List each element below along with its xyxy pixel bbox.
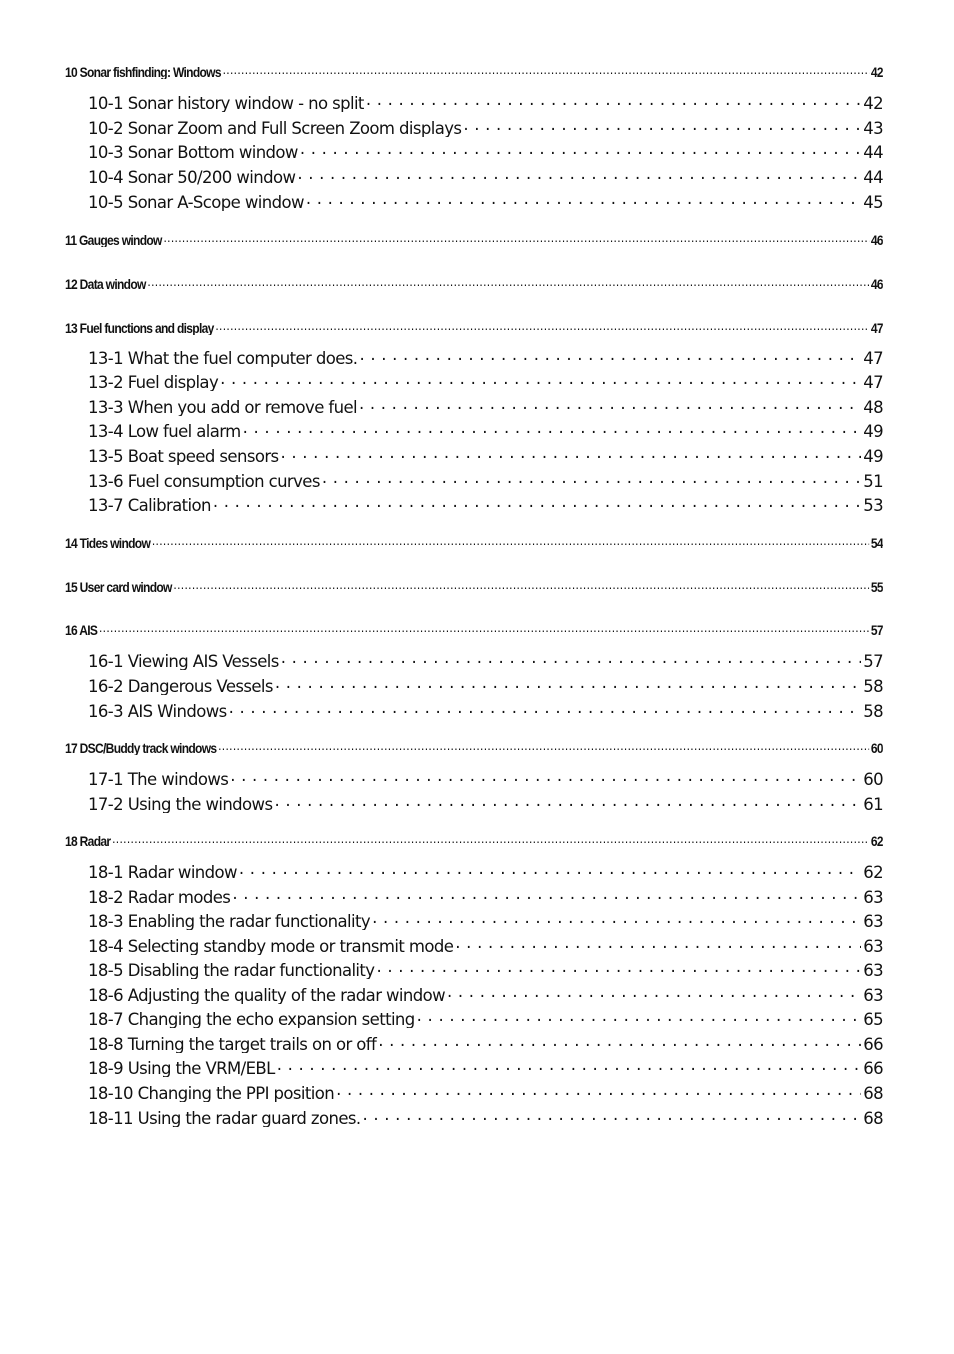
toc-entry-page: 60 bbox=[863, 769, 883, 788]
toc-entry-title: 13-6 Fuel consumption curves bbox=[88, 471, 320, 490]
toc-entry-page: 62 bbox=[870, 833, 883, 848]
toc-entry-title: 18-10 Changing the PPI position bbox=[88, 1083, 335, 1102]
dot-leader bbox=[220, 371, 861, 388]
toc-entry-page: 66 bbox=[863, 1034, 883, 1053]
dot-leader bbox=[275, 675, 861, 692]
toc-entry[interactable] bbox=[88, 347, 883, 367]
toc-entry-title: 13-3 When you add or remove fuel bbox=[88, 397, 358, 416]
toc-entry-title: 10-5 Sonar A-Scope window bbox=[88, 192, 304, 211]
toc-entry-title: 13-2 Fuel display bbox=[88, 372, 219, 391]
toc-entry[interactable] bbox=[88, 1033, 883, 1053]
dot-leader bbox=[277, 1057, 861, 1074]
toc-entry-page: 58 bbox=[863, 676, 883, 695]
toc-entry-page: 49 bbox=[863, 421, 883, 440]
dot-leader bbox=[243, 420, 862, 437]
toc-entry-page: 49 bbox=[863, 446, 883, 465]
dot-leader bbox=[281, 650, 861, 667]
toc-entry-page: 51 bbox=[863, 471, 883, 490]
toc-entry[interactable] bbox=[88, 861, 883, 881]
toc-entry-page: 47 bbox=[863, 348, 883, 367]
toc-entry[interactable] bbox=[65, 578, 883, 594]
toc-entry[interactable] bbox=[65, 319, 883, 335]
toc-entry-page: 53 bbox=[863, 495, 883, 514]
toc-entry-page: 47 bbox=[870, 320, 883, 335]
toc-entry[interactable] bbox=[88, 117, 883, 137]
dot-leader bbox=[215, 319, 869, 333]
toc-entry-title: 18-11 Using the radar guard zones. bbox=[88, 1108, 361, 1127]
toc-entry-title: 13-7 Calibration bbox=[88, 495, 211, 514]
dot-leader bbox=[229, 700, 862, 717]
dot-leader bbox=[306, 191, 861, 208]
toc-entry-title: 16-3 AIS Windows bbox=[88, 701, 227, 720]
dot-leader bbox=[297, 166, 861, 183]
toc-entry-title: 18-9 Using the VRM/EBL bbox=[88, 1058, 275, 1077]
toc-entry[interactable] bbox=[88, 984, 883, 1004]
toc-entry[interactable] bbox=[88, 396, 883, 416]
toc-entry-title: 13-5 Boat speed sensors bbox=[88, 446, 279, 465]
dot-leader bbox=[112, 832, 869, 846]
toc-entry-page: 63 bbox=[863, 887, 883, 906]
toc-entry-title: 18-4 Selecting standby mode or transmit mode bbox=[88, 936, 454, 955]
dot-leader bbox=[152, 534, 869, 548]
toc-entry-page: 54 bbox=[870, 535, 883, 550]
toc-entry-page: 44 bbox=[863, 142, 883, 161]
toc-entry[interactable] bbox=[88, 371, 883, 391]
toc-entry-title: 10-1 Sonar history window - no split bbox=[88, 93, 364, 112]
dot-leader bbox=[213, 494, 861, 511]
toc-entry-title: 18-8 Turning the target trails on or off bbox=[88, 1034, 377, 1053]
dot-leader bbox=[239, 861, 861, 878]
toc-entry-title: 18-7 Changing the echo expansion setting bbox=[88, 1009, 415, 1028]
toc-entry[interactable] bbox=[88, 675, 883, 695]
dot-leader bbox=[322, 470, 861, 487]
toc-entry-page: 58 bbox=[863, 701, 883, 720]
toc-entry-title: 13-4 Low fuel alarm bbox=[88, 421, 241, 440]
toc-entry-page: 63 bbox=[863, 960, 883, 979]
toc-entry-title: 17-1 The windows bbox=[88, 769, 229, 788]
toc-entry-page: 65 bbox=[863, 1009, 883, 1028]
toc-entry-page: 57 bbox=[863, 651, 883, 670]
dot-leader bbox=[300, 141, 861, 158]
toc-entry-page: 60 bbox=[870, 740, 883, 755]
toc-entry-page: 46 bbox=[870, 276, 883, 291]
toc-entry-title: 18-2 Radar modes bbox=[88, 887, 231, 906]
toc-entry[interactable] bbox=[65, 275, 883, 291]
toc-entry[interactable] bbox=[88, 92, 883, 112]
toc-entry-title: 16-1 Viewing AIS Vessels bbox=[88, 651, 279, 670]
toc-entry-title: 18-5 Disabling the radar functionality bbox=[88, 960, 375, 979]
toc-entry-page: 44 bbox=[863, 167, 883, 186]
toc-entry-title: 17-2 Using the windows bbox=[88, 794, 273, 813]
toc-entry[interactable] bbox=[88, 420, 883, 440]
dot-leader bbox=[163, 231, 869, 245]
toc-entry[interactable] bbox=[88, 1107, 883, 1127]
dot-leader bbox=[447, 984, 861, 1001]
toc-entry[interactable] bbox=[88, 959, 883, 979]
toc-entry-title: 13 Fuel functions and display bbox=[65, 320, 214, 335]
dot-leader bbox=[463, 117, 861, 134]
toc-entry-title: 14 Tides window bbox=[65, 535, 151, 550]
dot-leader bbox=[372, 910, 861, 927]
dot-leader bbox=[99, 621, 869, 635]
toc-entry[interactable] bbox=[88, 793, 883, 813]
toc-entry[interactable] bbox=[88, 470, 883, 490]
toc-entry-title: 10-4 Sonar 50/200 window bbox=[88, 167, 296, 186]
toc-entry-title: 10-2 Sonar Zoom and Full Screen Zoom displays bbox=[88, 118, 462, 137]
dot-leader bbox=[359, 396, 861, 413]
toc-entry-title: 18-3 Enabling the radar functionality bbox=[88, 911, 371, 930]
toc-entry[interactable] bbox=[65, 621, 883, 637]
dot-leader bbox=[359, 347, 861, 364]
dot-leader bbox=[363, 1107, 862, 1124]
toc-entry[interactable] bbox=[65, 534, 883, 550]
toc-entry[interactable] bbox=[65, 832, 883, 848]
toc-entry[interactable] bbox=[88, 650, 883, 670]
toc-entry-page: 55 bbox=[870, 579, 883, 594]
dot-leader bbox=[218, 739, 869, 753]
toc-entry[interactable] bbox=[88, 886, 883, 906]
toc-entry-title: 10-3 Sonar Bottom window bbox=[88, 142, 298, 161]
dot-leader bbox=[223, 63, 870, 77]
dot-leader bbox=[281, 445, 862, 462]
toc-entry-title: 12 Data window bbox=[65, 276, 146, 291]
dot-leader bbox=[336, 1082, 861, 1099]
toc-entry-title: 18 Radar bbox=[65, 833, 111, 848]
toc-entry-title: 16 AIS bbox=[65, 622, 98, 637]
toc-entry-page: 57 bbox=[870, 622, 883, 637]
dot-leader bbox=[417, 1008, 862, 1025]
toc-entry[interactable] bbox=[88, 141, 883, 161]
toc-entry-page: 61 bbox=[863, 794, 883, 813]
dot-leader bbox=[376, 959, 861, 976]
toc-entry-page: 47 bbox=[863, 372, 883, 391]
dot-leader bbox=[274, 793, 861, 810]
dot-leader bbox=[232, 886, 861, 903]
toc-entry-title: 15 User card window bbox=[65, 579, 172, 594]
toc-entry-title: 16-2 Dangerous Vessels bbox=[88, 676, 273, 695]
dot-leader bbox=[366, 92, 861, 109]
toc-entry-page: 68 bbox=[863, 1083, 883, 1102]
toc-entry-page: 46 bbox=[870, 232, 883, 247]
toc-entry[interactable] bbox=[88, 166, 883, 186]
toc-entry[interactable] bbox=[88, 700, 883, 720]
toc-entry[interactable] bbox=[88, 494, 883, 514]
dot-leader bbox=[455, 935, 861, 952]
toc-entry[interactable] bbox=[88, 445, 883, 465]
toc-entry[interactable] bbox=[65, 231, 883, 247]
dot-leader bbox=[173, 578, 869, 592]
toc-entry-page: 42 bbox=[870, 64, 883, 79]
toc-entry[interactable] bbox=[65, 63, 883, 79]
toc-entry-page: 43 bbox=[863, 118, 883, 137]
toc-entry[interactable] bbox=[88, 191, 883, 211]
toc-entry-title: 13-1 What the fuel computer does. bbox=[88, 348, 358, 367]
toc-entry[interactable] bbox=[88, 768, 883, 788]
toc-entry-page: 42 bbox=[863, 93, 883, 112]
toc-entry-page: 63 bbox=[863, 985, 883, 1004]
toc-entry[interactable] bbox=[88, 1008, 883, 1028]
toc-entry[interactable] bbox=[88, 910, 883, 930]
toc-entry-page: 68 bbox=[863, 1108, 883, 1127]
toc-entry-title: 11 Gauges window bbox=[65, 232, 162, 247]
dot-leader bbox=[147, 275, 869, 289]
toc-entry-page: 48 bbox=[863, 397, 883, 416]
toc-entry-page: 66 bbox=[863, 1058, 883, 1077]
toc-entry[interactable] bbox=[88, 1082, 883, 1102]
toc-entry-title: 18-1 Radar window bbox=[88, 862, 237, 881]
toc-entry-title: 10 Sonar fishfinding: Windows bbox=[65, 64, 221, 79]
dot-leader bbox=[378, 1033, 861, 1050]
toc-entry[interactable] bbox=[88, 1057, 883, 1077]
toc-entry-page: 45 bbox=[863, 192, 883, 211]
toc-entry-page: 63 bbox=[863, 936, 883, 955]
toc-entry-page: 63 bbox=[863, 911, 883, 930]
toc-entry-title: 17 DSC/Buddy track windows bbox=[65, 740, 217, 755]
toc-entry[interactable] bbox=[88, 935, 883, 955]
toc-entry-page: 62 bbox=[863, 862, 883, 881]
toc-entry[interactable] bbox=[65, 739, 883, 755]
toc-entry-title: 18-6 Adjusting the quality of the radar window bbox=[88, 985, 446, 1004]
dot-leader bbox=[230, 768, 861, 785]
